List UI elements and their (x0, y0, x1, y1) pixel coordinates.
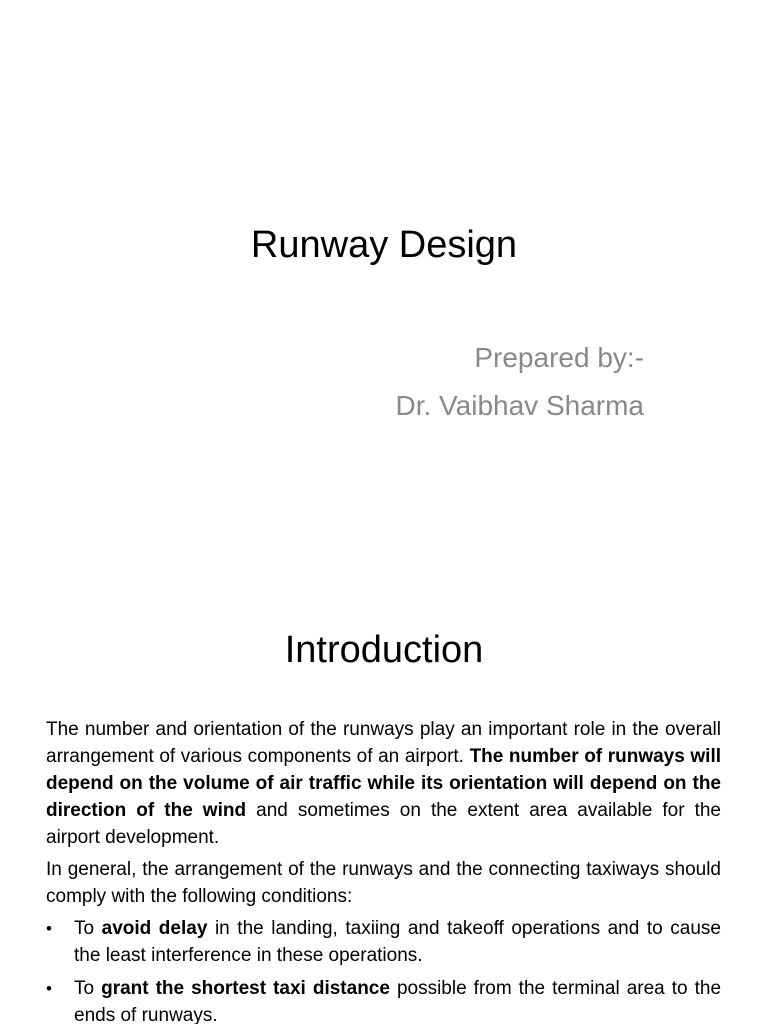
slide-subtitle (396, 334, 645, 430)
introduction-slide (0, 576, 768, 1024)
bullet-text: To (74, 978, 102, 999)
slide-title: Introduction (284, 629, 484, 671)
bullet-bold-text: avoid delay (101, 918, 208, 939)
bullet-item (46, 915, 721, 969)
bullet-text: in the landing, taxiing and takeoff operations and to cause the least interference in these operations. (74, 918, 721, 966)
author-name: Dr. Vaibhav Sharma (395, 390, 644, 421)
bullet-icon: • (46, 919, 52, 938)
bullet-icon: • (46, 979, 52, 998)
paragraph-text: The number and orientation of the runways play an important role in the overall arrangement of various components of an airport. (46, 719, 721, 767)
bullet-text: To (74, 918, 102, 939)
paragraph-bold-text: The number of runways will depend on the volume of air traffic while its orientation will depend on the direction of the wind (46, 746, 721, 821)
slide-body (46, 716, 721, 1024)
paragraph-text: and sometimes on the extent area available for the airport development. (46, 800, 721, 848)
bullet-item (46, 975, 721, 1024)
bullet-list (46, 915, 721, 1024)
slide-title: Runway Design (250, 224, 518, 266)
bullet-bold-text: grant the shortest taxi distance (101, 978, 390, 999)
bullet-text: possible from the terminal area to the ends of runways. (74, 978, 722, 1024)
paragraph (46, 716, 721, 851)
prepared-by-label: Prepared by:- (474, 342, 644, 373)
paragraph: In general, the arrangement of the runways and the connecting taxiways should comply with the following conditions: (46, 859, 721, 907)
